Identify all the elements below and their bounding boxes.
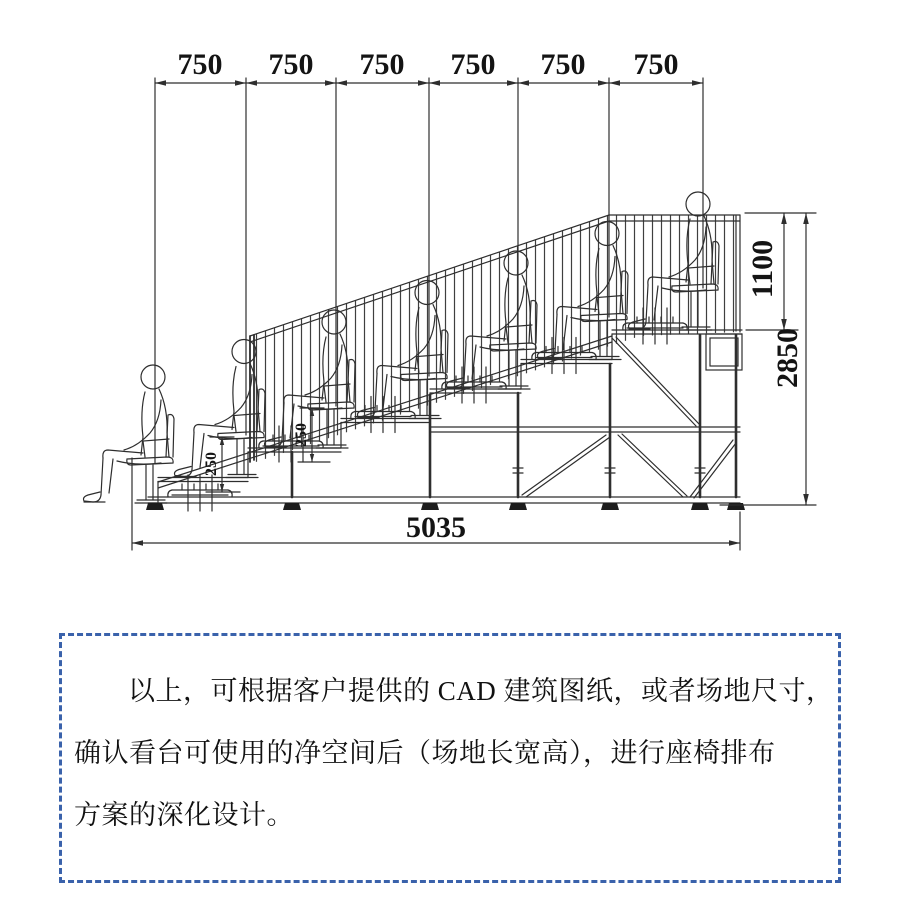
dim-rail-height: 1100 [746, 239, 779, 299]
dim-750-6: 750 [633, 48, 679, 81]
dim-750-1: 750 [177, 48, 223, 81]
note-line-2: 确认看台可使用的净空间后（场地长宽高），进行座椅排布 [74, 738, 776, 768]
dim-overall-length: 5035 [406, 511, 466, 544]
note-line-1: 以上，可根据客户提供的 CAD 建筑图纸，或者场地尺寸， [128, 676, 834, 706]
dim-750-5: 750 [540, 48, 586, 81]
dim-riser-2: 250 [293, 423, 310, 447]
dim-total-height: 2850 [771, 328, 804, 388]
adjustable-feet [146, 503, 745, 510]
dim-750-2: 750 [268, 48, 314, 81]
dim-riser-1: 250 [203, 452, 220, 476]
dim-750-3: 750 [359, 48, 405, 81]
mid-beam [430, 427, 740, 432]
note-box [59, 633, 841, 883]
note-line-3: 方案的深化设计。 [74, 800, 294, 830]
dim-750-4: 750 [450, 48, 496, 81]
base-beam [148, 497, 740, 503]
